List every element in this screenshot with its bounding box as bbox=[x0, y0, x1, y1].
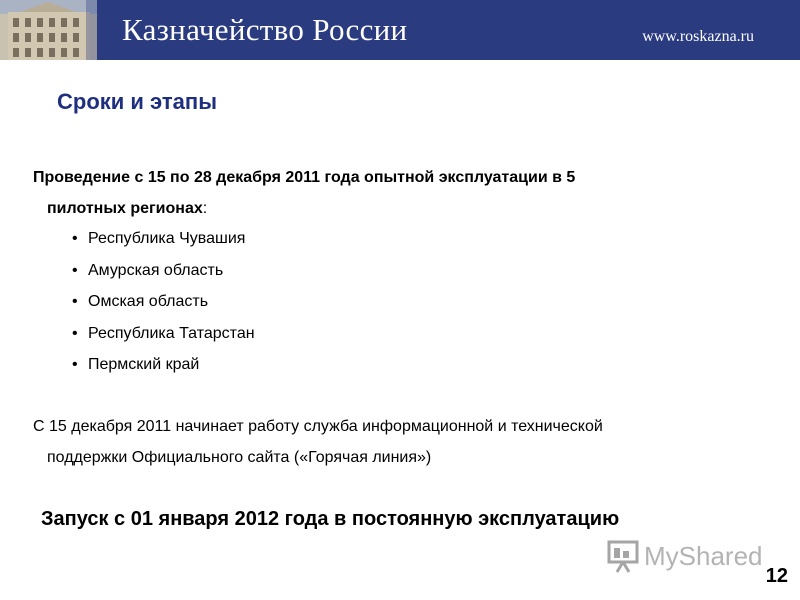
region-label: Республика Татарстан bbox=[88, 324, 255, 342]
hotline-paragraph bbox=[33, 411, 793, 473]
bullet-icon: • bbox=[72, 356, 78, 373]
launch-statement: Запуск с 01 января 2012 года в постоянную эксплуатацию bbox=[41, 508, 620, 530]
region-label: Омская область bbox=[88, 293, 209, 310]
list-item bbox=[72, 255, 255, 287]
slide-title: Сроки и этапы bbox=[57, 89, 217, 114]
header-title: Казначейство России bbox=[122, 12, 408, 47]
bullet-icon: • bbox=[72, 324, 78, 342]
page-number: 12 bbox=[765, 565, 788, 587]
region-label: Пермский край bbox=[88, 356, 200, 373]
list-item bbox=[72, 223, 255, 255]
pilot-text-line2: пилотных регионах bbox=[47, 200, 203, 217]
hotline-text-line1: С 15 декабря 2011 начинает работу служба информационной и технической bbox=[33, 418, 603, 435]
watermark bbox=[606, 539, 766, 573]
pilot-text-line1: Проведение с 15 по 28 декабря 2011 года опытной эксплуатации в 5 bbox=[33, 169, 576, 186]
bullet-icon: • bbox=[72, 261, 78, 279]
presentation-icon bbox=[606, 539, 642, 573]
region-label: Республика Чувашия bbox=[88, 230, 246, 247]
pilot-text-colon: : bbox=[202, 200, 208, 217]
bullet-icon: • bbox=[72, 293, 78, 310]
pilot-paragraph bbox=[33, 162, 773, 224]
header-url[interactable]: www.roskazna.ru bbox=[642, 28, 754, 45]
building-photo bbox=[0, 0, 97, 60]
list-item bbox=[72, 286, 255, 318]
list-item bbox=[72, 318, 255, 350]
list-item bbox=[72, 349, 255, 381]
bullet-icon: • bbox=[72, 230, 78, 247]
watermark-text: MyShared bbox=[644, 541, 763, 571]
region-label: Амурская область bbox=[88, 261, 224, 279]
header-bar bbox=[0, 0, 800, 60]
hotline-text-line2: поддержки Официального сайта («Горячая линия») bbox=[47, 449, 432, 466]
regions-list bbox=[72, 223, 255, 381]
